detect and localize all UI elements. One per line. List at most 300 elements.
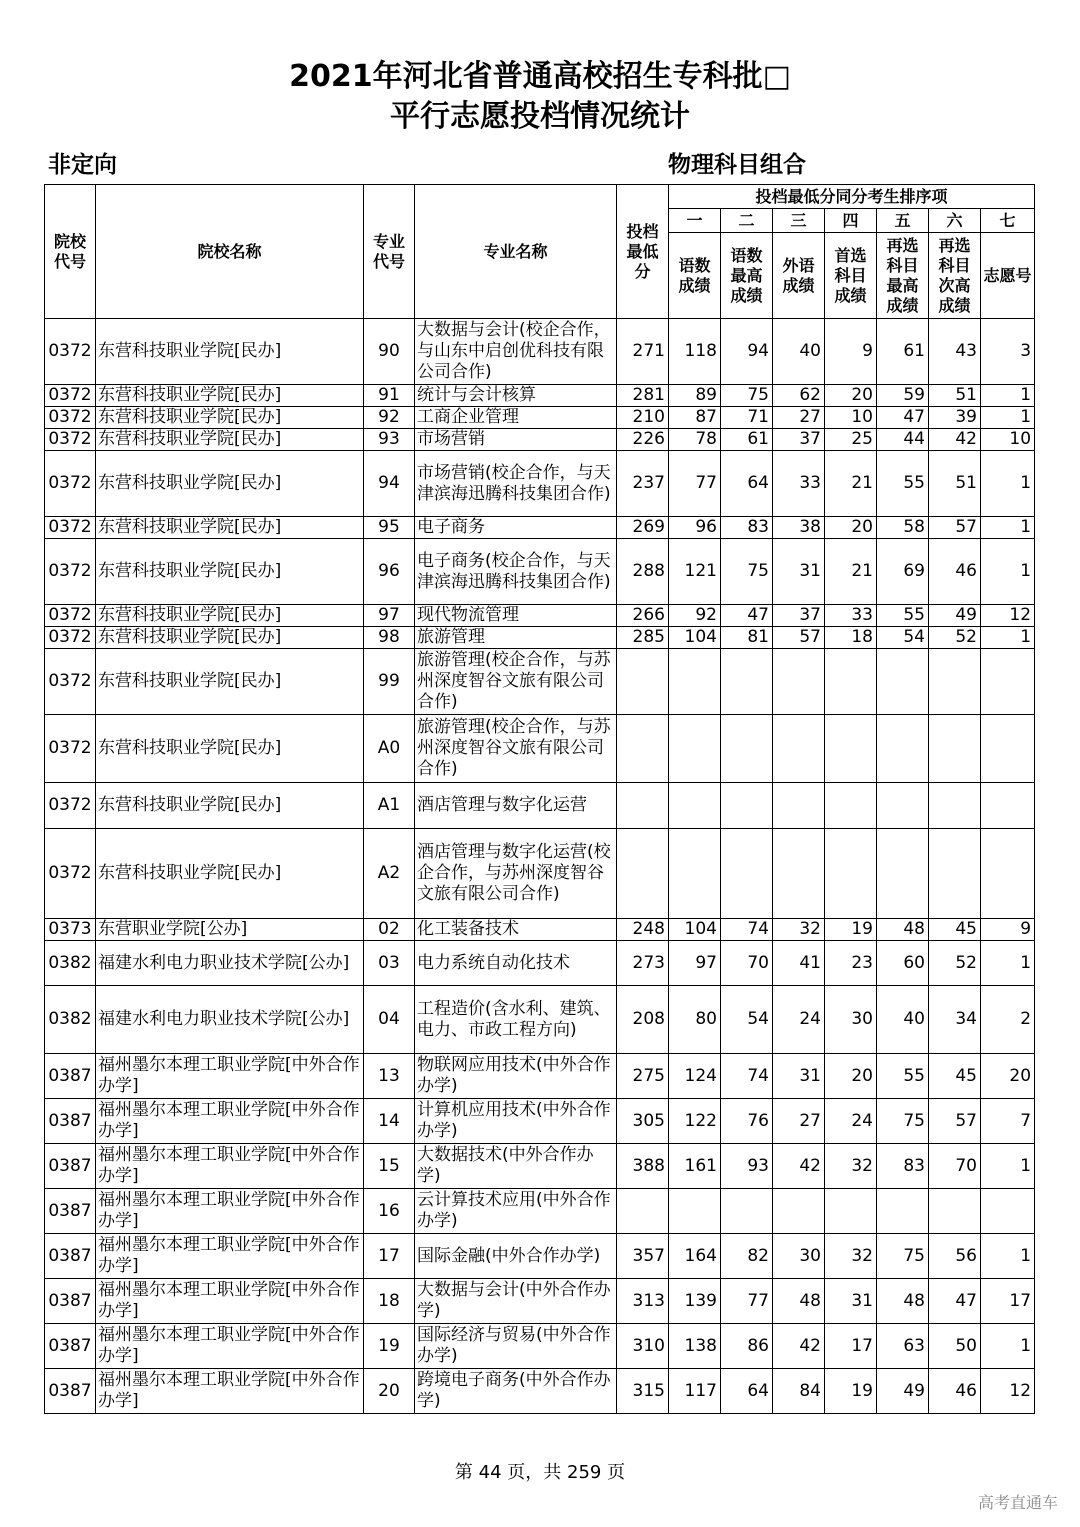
cell-major-code: 17: [364, 1234, 415, 1279]
cell-yushu: [669, 715, 721, 783]
cell-second-next: [929, 783, 981, 829]
header-major-code: 专业代号: [364, 185, 415, 319]
cell-school-name: 东营科技职业学院[民办]: [96, 517, 364, 539]
cell-yushu: 92: [669, 605, 721, 627]
header-sort-group: 投档最低分同分考生排序项: [669, 185, 1035, 209]
cell-major-code: 02: [364, 919, 415, 941]
cell-yushu-max: 94: [721, 319, 773, 385]
cell-yushu: 139: [669, 1279, 721, 1324]
table-row: [45, 919, 1035, 941]
cell-major-code: 96: [364, 539, 415, 605]
cell-second-next: 49: [929, 605, 981, 627]
cell-school-code: 0373: [45, 919, 96, 941]
cell-foreign-lang: 24: [773, 986, 825, 1054]
cell-major-name: 跨境电子商务(中外合作办学): [415, 1369, 617, 1414]
cell-school-code: 0372: [45, 407, 96, 429]
cell-yushu-max: [721, 715, 773, 783]
cell-choice-no: 2: [981, 986, 1035, 1054]
cell-choice-no: 1: [981, 627, 1035, 649]
cell-yushu-max: 77: [721, 1279, 773, 1324]
cell-major-code: 95: [364, 517, 415, 539]
cell-first-subject: 32: [825, 1144, 877, 1189]
cell-school-code: 0387: [45, 1054, 96, 1099]
cell-min-score: [617, 783, 669, 829]
cell-first-subject: [825, 715, 877, 783]
table-row: [45, 1054, 1035, 1099]
cell-min-score: 208: [617, 986, 669, 1054]
header-min-score: 投档最低分: [617, 185, 669, 319]
cell-school-code: 0387: [45, 1324, 96, 1369]
cell-yushu: 96: [669, 517, 721, 539]
cell-first-subject: 10: [825, 407, 877, 429]
cell-major-name: 现代物流管理: [415, 605, 617, 627]
cell-second-max: 47: [877, 407, 929, 429]
cell-yushu: 89: [669, 385, 721, 407]
cell-major-name: 大数据与会计(校企合作，与山东中启创优科技有限公司合作): [415, 319, 617, 385]
cell-school-code: 0372: [45, 715, 96, 783]
cell-second-max: [877, 783, 929, 829]
cell-yushu-max: 74: [721, 919, 773, 941]
header-sub-2: 语数最高成绩: [721, 233, 773, 319]
cell-school-name: 福州墨尔本理工职业学院[中外合作办学]: [96, 1324, 364, 1369]
cell-major-code: 18: [364, 1279, 415, 1324]
cell-yushu-max: 71: [721, 407, 773, 429]
cell-school-name: 福建水利电力职业技术学院[公办]: [96, 941, 364, 986]
cell-school-code: 0372: [45, 451, 96, 517]
cell-foreign-lang: [773, 715, 825, 783]
cell-school-name: 福州墨尔本理工职业学院[中外合作办学]: [96, 1144, 364, 1189]
cell-choice-no: 1: [981, 1324, 1035, 1369]
cell-yushu: 122: [669, 1099, 721, 1144]
cell-first-subject: [825, 649, 877, 715]
cell-major-name: 国际金融(中外合作办学): [415, 1234, 617, 1279]
cell-first-subject: 30: [825, 986, 877, 1054]
cell-school-name: 福州墨尔本理工职业学院[中外合作办学]: [96, 1279, 364, 1324]
cell-school-code: 0372: [45, 517, 96, 539]
cell-min-score: 226: [617, 429, 669, 451]
cell-school-name: 东营科技职业学院[民办]: [96, 715, 364, 783]
cell-yushu: 97: [669, 941, 721, 986]
header-school-name: 院校名称: [96, 185, 364, 319]
cell-yushu: 104: [669, 627, 721, 649]
cell-second-next: 50: [929, 1324, 981, 1369]
cell-second-next: 52: [929, 627, 981, 649]
cell-yushu-max: 86: [721, 1324, 773, 1369]
cell-major-code: 92: [364, 407, 415, 429]
cell-major-code: 93: [364, 429, 415, 451]
cell-major-code: 15: [364, 1144, 415, 1189]
cell-yushu: 164: [669, 1234, 721, 1279]
cell-major-name: 物联网应用技术(中外合作办学): [415, 1054, 617, 1099]
page-footer: 第 44 页，共 259 页: [454, 1462, 626, 1483]
table-row: [45, 605, 1035, 627]
cell-major-code: 91: [364, 385, 415, 407]
cell-school-name: 福州墨尔本理工职业学院[中外合作办学]: [96, 1234, 364, 1279]
cell-foreign-lang: [773, 1189, 825, 1234]
cell-first-subject: 9: [825, 319, 877, 385]
cell-first-subject: 20: [825, 1054, 877, 1099]
cell-second-next: 70: [929, 1144, 981, 1189]
cell-first-subject: 31: [825, 1279, 877, 1324]
cell-school-code: 0387: [45, 1369, 96, 1414]
cell-first-subject: 20: [825, 517, 877, 539]
cell-school-code: 0387: [45, 1099, 96, 1144]
cell-school-code: 0382: [45, 986, 96, 1054]
cell-foreign-lang: 37: [773, 429, 825, 451]
cell-major-name: 工程造价(含水利、建筑、电力、市政工程方向): [415, 986, 617, 1054]
cell-yushu-max: 93: [721, 1144, 773, 1189]
header-sub-7: 志愿号: [981, 233, 1035, 319]
table-body: [45, 319, 1035, 1414]
cell-major-code: 14: [364, 1099, 415, 1144]
cell-yushu-max: 81: [721, 627, 773, 649]
cell-min-score: 271: [617, 319, 669, 385]
cell-major-code: 98: [364, 627, 415, 649]
header-order-5: 五: [877, 209, 929, 233]
cell-second-next: [929, 715, 981, 783]
table-row: [45, 829, 1035, 919]
cell-major-name: 统计与会计核算: [415, 385, 617, 407]
cell-foreign-lang: 41: [773, 941, 825, 986]
cell-choice-no: 9: [981, 919, 1035, 941]
cell-yushu: [669, 649, 721, 715]
header-order-6: 六: [929, 209, 981, 233]
cell-yushu-max: 76: [721, 1099, 773, 1144]
cell-school-name: 福州墨尔本理工职业学院[中外合作办学]: [96, 1369, 364, 1414]
table-row: [45, 627, 1035, 649]
cell-school-name: 东营科技职业学院[民办]: [96, 451, 364, 517]
cell-foreign-lang: 40: [773, 319, 825, 385]
cell-min-score: 281: [617, 385, 669, 407]
cell-major-name: 化工装备技术: [415, 919, 617, 941]
cell-school-name: 东营科技职业学院[民办]: [96, 319, 364, 385]
cell-school-code: 0372: [45, 539, 96, 605]
header-sub-3: 外语成绩: [773, 233, 825, 319]
cell-foreign-lang: 27: [773, 1099, 825, 1144]
cell-first-subject: 32: [825, 1234, 877, 1279]
cell-second-max: 40: [877, 986, 929, 1054]
cell-major-name: 工商企业管理: [415, 407, 617, 429]
cell-foreign-lang: 31: [773, 1054, 825, 1099]
cell-second-next: 42: [929, 429, 981, 451]
cell-major-name: 旅游管理(校企合作，与苏州深度智谷文旅有限公司合作): [415, 715, 617, 783]
cell-min-score: 285: [617, 627, 669, 649]
cell-major-name: 酒店管理与数字化运营(校企合作，与苏州深度智谷文旅有限公司合作): [415, 829, 617, 919]
table-row: [45, 451, 1035, 517]
cell-first-subject: 33: [825, 605, 877, 627]
cell-foreign-lang: 32: [773, 919, 825, 941]
cell-second-max: 63: [877, 1324, 929, 1369]
cell-yushu: [669, 829, 721, 919]
cell-min-score: 288: [617, 539, 669, 605]
cell-yushu-max: 64: [721, 1369, 773, 1414]
cell-second-max: 44: [877, 429, 929, 451]
cell-second-next: 51: [929, 385, 981, 407]
cell-major-name: 计算机应用技术(中外合作办学): [415, 1099, 617, 1144]
cell-major-code: 97: [364, 605, 415, 627]
cell-second-next: 47: [929, 1279, 981, 1324]
cell-choice-no: 7: [981, 1099, 1035, 1144]
cell-first-subject: 21: [825, 451, 877, 517]
header-sub-5: 再选科目最高成绩: [877, 233, 929, 319]
cell-major-code: A1: [364, 783, 415, 829]
cell-second-next: 45: [929, 919, 981, 941]
cell-second-max: 48: [877, 919, 929, 941]
table-row: [45, 941, 1035, 986]
cell-yushu-max: 61: [721, 429, 773, 451]
cell-school-name: 东营科技职业学院[民办]: [96, 407, 364, 429]
table-row: [45, 1189, 1035, 1234]
cell-min-score: 210: [617, 407, 669, 429]
cell-choice-no: 1: [981, 407, 1035, 429]
cell-yushu: 104: [669, 919, 721, 941]
cell-second-max: 75: [877, 1099, 929, 1144]
cell-major-code: 20: [364, 1369, 415, 1414]
cell-min-score: 305: [617, 1099, 669, 1144]
cell-school-name: 福建水利电力职业技术学院[公办]: [96, 986, 364, 1054]
cell-choice-no: 1: [981, 941, 1035, 986]
cell-foreign-lang: 31: [773, 539, 825, 605]
cell-second-max: 55: [877, 1054, 929, 1099]
cell-choice-no: 12: [981, 605, 1035, 627]
cell-first-subject: 17: [825, 1324, 877, 1369]
cell-second-max: 75: [877, 1234, 929, 1279]
cell-choice-no: 10: [981, 429, 1035, 451]
cell-major-name: 酒店管理与数字化运营: [415, 783, 617, 829]
cell-yushu-max: 74: [721, 1054, 773, 1099]
cell-yushu: 118: [669, 319, 721, 385]
cell-yushu: 138: [669, 1324, 721, 1369]
cell-school-code: 0387: [45, 1189, 96, 1234]
cell-yushu: 117: [669, 1369, 721, 1414]
cell-first-subject: 18: [825, 627, 877, 649]
page-title-line2: 平行志愿投档情况统计: [390, 99, 690, 134]
subtitle-category: 非定向: [48, 152, 117, 178]
header-order-4: 四: [825, 209, 877, 233]
cell-school-code: 0372: [45, 649, 96, 715]
cell-second-max: 55: [877, 605, 929, 627]
cell-school-name: 福州墨尔本理工职业学院[中外合作办学]: [96, 1054, 364, 1099]
cell-school-code: 0372: [45, 783, 96, 829]
cell-min-score: 237: [617, 451, 669, 517]
cell-second-max: [877, 829, 929, 919]
cell-second-max: 48: [877, 1279, 929, 1324]
cell-second-max: 49: [877, 1369, 929, 1414]
cell-major-name: 旅游管理(校企合作，与苏州深度智谷文旅有限公司合作): [415, 649, 617, 715]
cell-second-max: 69: [877, 539, 929, 605]
cell-second-next: [929, 1189, 981, 1234]
cell-first-subject: 20: [825, 385, 877, 407]
cell-second-max: 59: [877, 385, 929, 407]
cell-choice-no: [981, 1189, 1035, 1234]
cell-min-score: [617, 649, 669, 715]
cell-foreign-lang: 57: [773, 627, 825, 649]
cell-yushu-max: [721, 829, 773, 919]
cell-first-subject: 19: [825, 919, 877, 941]
cell-choice-no: 1: [981, 1234, 1035, 1279]
watermark-text: 高考直通车: [977, 1493, 1058, 1512]
cell-second-next: 45: [929, 1054, 981, 1099]
cell-foreign-lang: [773, 829, 825, 919]
cell-major-name: 市场营销: [415, 429, 617, 451]
table-row: [45, 385, 1035, 407]
cell-first-subject: 21: [825, 539, 877, 605]
cell-major-code: A0: [364, 715, 415, 783]
cell-yushu-max: 75: [721, 539, 773, 605]
cell-yushu-max: 70: [721, 941, 773, 986]
cell-yushu-max: [721, 1189, 773, 1234]
header-school-code: 院校代号: [45, 185, 96, 319]
cell-major-code: 99: [364, 649, 415, 715]
page-title-line1: 2021年河北省普通高校招生专科批□: [289, 59, 791, 94]
cell-yushu-max: [721, 783, 773, 829]
cell-second-max: [877, 1189, 929, 1234]
table-row: [45, 715, 1035, 783]
cell-min-score: [617, 715, 669, 783]
cell-school-name: 东营科技职业学院[民办]: [96, 429, 364, 451]
table-row: [45, 1144, 1035, 1189]
cell-second-next: 56: [929, 1234, 981, 1279]
cell-school-code: 0372: [45, 385, 96, 407]
cell-major-code: 19: [364, 1324, 415, 1369]
cell-school-name: 东营科技职业学院[民办]: [96, 829, 364, 919]
table-row: [45, 407, 1035, 429]
cell-second-next: 57: [929, 1099, 981, 1144]
cell-yushu: 121: [669, 539, 721, 605]
cell-min-score: [617, 1189, 669, 1234]
cell-first-subject: 25: [825, 429, 877, 451]
cell-foreign-lang: 38: [773, 517, 825, 539]
cell-first-subject: 24: [825, 1099, 877, 1144]
cell-major-code: A2: [364, 829, 415, 919]
cell-foreign-lang: 42: [773, 1324, 825, 1369]
cell-second-next: 46: [929, 539, 981, 605]
cell-second-next: 51: [929, 451, 981, 517]
table-row: [45, 1279, 1035, 1324]
cell-foreign-lang: 84: [773, 1369, 825, 1414]
cell-school-name: 东营科技职业学院[民办]: [96, 385, 364, 407]
cell-second-max: 83: [877, 1144, 929, 1189]
cell-school-name: 福州墨尔本理工职业学院[中外合作办学]: [96, 1189, 364, 1234]
cell-foreign-lang: [773, 783, 825, 829]
cell-school-code: 0382: [45, 941, 96, 986]
cell-school-code: 0372: [45, 829, 96, 919]
cell-choice-no: 1: [981, 517, 1035, 539]
cell-foreign-lang: 62: [773, 385, 825, 407]
cell-major-code: 94: [364, 451, 415, 517]
cell-choice-no: 1: [981, 451, 1035, 517]
table-row: [45, 1099, 1035, 1144]
cell-second-max: 58: [877, 517, 929, 539]
subtitle-subject-group: 物理科目组合: [668, 152, 806, 178]
table-header: [45, 185, 1035, 319]
table-row: [45, 649, 1035, 715]
cell-foreign-lang: 48: [773, 1279, 825, 1324]
cell-school-name: 东营科技职业学院[民办]: [96, 539, 364, 605]
cell-choice-no: 1: [981, 385, 1035, 407]
cell-second-next: 43: [929, 319, 981, 385]
cell-yushu-max: 64: [721, 451, 773, 517]
admission-table: [44, 184, 1035, 1414]
cell-major-name: 电力系统自动化技术: [415, 941, 617, 986]
cell-second-next: 52: [929, 941, 981, 986]
cell-foreign-lang: 30: [773, 1234, 825, 1279]
cell-min-score: 313: [617, 1279, 669, 1324]
cell-yushu-max: 83: [721, 517, 773, 539]
cell-choice-no: 17: [981, 1279, 1035, 1324]
cell-first-subject: 19: [825, 1369, 877, 1414]
cell-foreign-lang: 37: [773, 605, 825, 627]
cell-school-code: 0372: [45, 627, 96, 649]
cell-min-score: 315: [617, 1369, 669, 1414]
table-row: [45, 429, 1035, 451]
cell-major-code: 04: [364, 986, 415, 1054]
cell-first-subject: [825, 829, 877, 919]
cell-yushu-max: 75: [721, 385, 773, 407]
cell-school-name: 东营科技职业学院[民办]: [96, 783, 364, 829]
cell-choice-no: [981, 783, 1035, 829]
cell-second-max: 55: [877, 451, 929, 517]
header-order-1: 一: [669, 209, 721, 233]
cell-second-next: 46: [929, 1369, 981, 1414]
cell-yushu-max: 82: [721, 1234, 773, 1279]
cell-school-code: 0372: [45, 605, 96, 627]
cell-yushu: 77: [669, 451, 721, 517]
cell-major-code: 03: [364, 941, 415, 986]
cell-min-score: 310: [617, 1324, 669, 1369]
cell-second-next: [929, 649, 981, 715]
cell-major-code: 13: [364, 1054, 415, 1099]
header-sub-6: 再选科目次高成绩: [929, 233, 981, 319]
header-sub-1: 语数成绩: [669, 233, 721, 319]
cell-major-name: 市场营销(校企合作，与天津滨海迅腾科技集团合作): [415, 451, 617, 517]
cell-yushu: 161: [669, 1144, 721, 1189]
cell-second-next: [929, 829, 981, 919]
cell-school-code: 0387: [45, 1144, 96, 1189]
cell-yushu-max: 54: [721, 986, 773, 1054]
cell-choice-no: 12: [981, 1369, 1035, 1414]
cell-second-max: 54: [877, 627, 929, 649]
cell-second-max: [877, 649, 929, 715]
cell-school-name: 福州墨尔本理工职业学院[中外合作办学]: [96, 1099, 364, 1144]
cell-second-max: 60: [877, 941, 929, 986]
cell-choice-no: 20: [981, 1054, 1035, 1099]
cell-foreign-lang: 33: [773, 451, 825, 517]
cell-major-name: 旅游管理: [415, 627, 617, 649]
cell-min-score: [617, 829, 669, 919]
cell-foreign-lang: [773, 649, 825, 715]
cell-min-score: 357: [617, 1234, 669, 1279]
cell-second-next: 57: [929, 517, 981, 539]
cell-major-code: 90: [364, 319, 415, 385]
cell-school-code: 0387: [45, 1279, 96, 1324]
cell-first-subject: 23: [825, 941, 877, 986]
cell-yushu: 124: [669, 1054, 721, 1099]
cell-yushu-max: [721, 649, 773, 715]
cell-yushu: [669, 1189, 721, 1234]
table-row: [45, 1369, 1035, 1414]
cell-school-name: 东营科技职业学院[民办]: [96, 605, 364, 627]
cell-yushu: 87: [669, 407, 721, 429]
cell-major-name: 大数据与会计(中外合作办学): [415, 1279, 617, 1324]
cell-choice-no: [981, 829, 1035, 919]
cell-school-name: 东营科技职业学院[民办]: [96, 649, 364, 715]
cell-min-score: 273: [617, 941, 669, 986]
cell-foreign-lang: 27: [773, 407, 825, 429]
table-row: [45, 539, 1035, 605]
table-row: [45, 986, 1035, 1054]
cell-major-name: 电子商务: [415, 517, 617, 539]
